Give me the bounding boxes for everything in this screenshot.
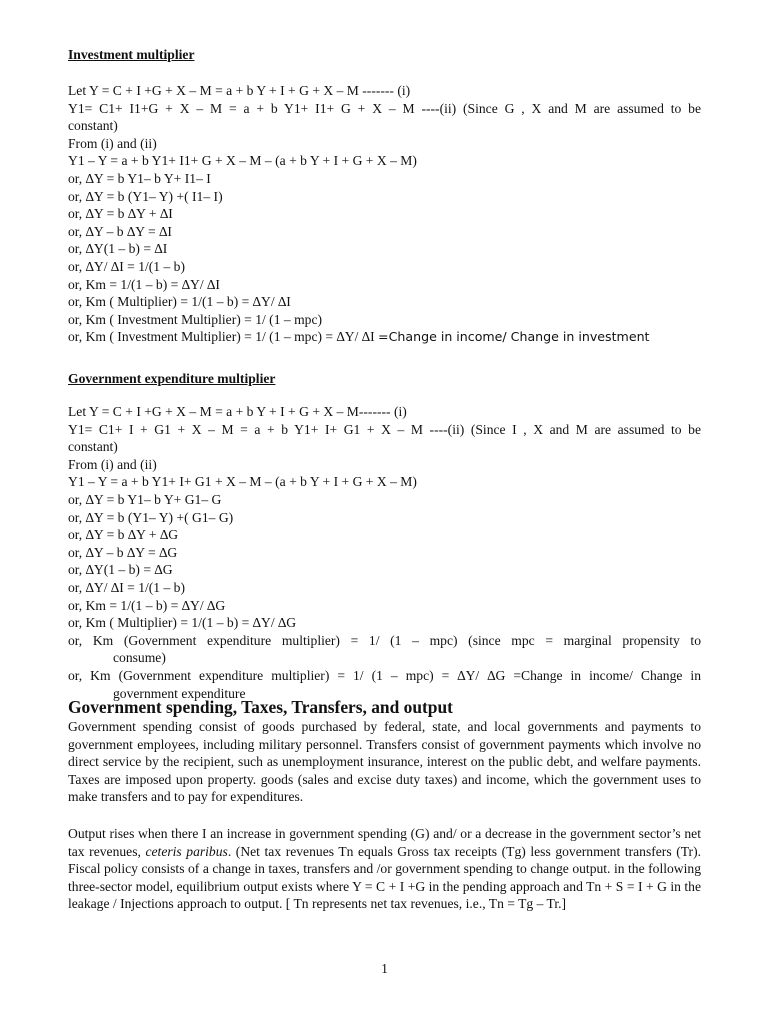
equation-line: Let Y = C + I +G + X – M = a + b Y + I + G + X – M ------- (i)	[68, 83, 411, 98]
equation-line: or, Km (Government expenditure multiplier) = 1/ (1 – mpc) (since mpc = marginal propensity to	[68, 632, 701, 648]
equation-tail: =Change in income/ Change in investment	[378, 329, 650, 345]
equation-line: or, ∆Y(1 – b) = ∆I	[68, 241, 168, 257]
investment-derivation	[68, 82, 701, 346]
equation-line: or, ∆Y – b ∆Y = ∆I	[68, 223, 172, 239]
equation-line: or, ∆Y = b ∆Y + ∆G	[68, 527, 179, 543]
equation-line: or, Km ( Multiplier) = 1/(1 – b) = ∆Y/ ∆G	[68, 615, 297, 631]
equation-line: or, ∆Y = b Y1– b Y+ G1– G	[68, 491, 222, 507]
equation-line: or, Km = 1/(1 – b) = ∆Y/ ∆I	[68, 276, 220, 292]
equation-line: From (i) and (ii)	[68, 135, 157, 151]
equation-line: Y1 – Y = a + b Y1+ I1+ G + X – M – (a + b Y + I + G + X – M)	[68, 153, 417, 169]
page-number: 1	[381, 961, 388, 976]
government-multiplier-title: Government expenditure multiplier	[68, 371, 276, 386]
equation-line: or, ∆Y(1 – b) = ∆G	[68, 562, 173, 578]
investment-multiplier-title: Investment multiplier	[68, 47, 195, 62]
equation-head: or, Km ( Investment Multiplier) = 1/ (1 – mpc) = ∆Y/ ∆I	[68, 329, 379, 345]
paragraph-italic-text: ceteris paribus	[145, 843, 228, 859]
equation-line: or, Km ( Investment Multiplier) = 1/ (1 – mpc)	[68, 311, 323, 327]
equation-line: or, Km ( Multiplier) = 1/(1 – b) = ∆Y/ ∆I	[68, 294, 291, 310]
equation-line: or, ∆Y = b (Y1– Y) +( G1– G)	[68, 509, 234, 525]
equation-line: or, ∆Y = b (Y1– Y) +( I1– I)	[68, 188, 223, 204]
equation-line: Y1= C1+ I + G1 + X – M = a + b Y1+ I+ G1 + X – M ----(ii) (Since I , X and M are assumed to be	[68, 421, 701, 437]
spending-paragraph-2	[68, 825, 701, 913]
equation-line: or, ∆Y = b Y1– b Y+ I1– I	[68, 170, 211, 186]
equation-line: Y1= C1+ I1+G + X – M = a + b Y1+ I1+ G + X – M ----(ii) (Since G , X and M are assumed to be	[68, 100, 701, 116]
equation-line: or, ∆Y/ ∆I = 1/(1 – b)	[68, 579, 186, 595]
equation-line: or, ∆Y = b ∆Y + ∆I	[68, 206, 173, 222]
equation-line: or, Km = 1/(1 – b) = ∆Y/ ∆G	[68, 597, 226, 613]
equation-line: or, Km (Government expenditure multiplier) = 1/ (1 – mpc) = ∆Y/ ∆G =Change in income/ Change in	[68, 667, 701, 683]
equation-line: or, ∆Y – b ∆Y = ∆G	[68, 544, 178, 560]
equation-line-final	[68, 328, 701, 346]
spending-heading: Government spending, Taxes, Transfers, and output	[68, 697, 453, 717]
paragraph-text: . (Net tax revenues Tn equals Gross tax receipts (Tg) less government transfers (Tr). Fiscal policy consists of a change in taxes, transfers and /or government spending to change output. in the following three-sector model, equilibrium output exists where Y = C + I +G in the pending approach and Tn + S = I + G in the leakage / Injections approach to output. [ Tn represents net tax revenues, i.e., Tn = Tg – Tr.]	[68, 843, 701, 912]
equation-line: consume)	[113, 650, 166, 666]
document-page	[68, 0, 701, 1024]
equation-line: From (i) and (ii)	[68, 456, 157, 472]
equation-line: government expenditure	[113, 685, 246, 701]
equation-line: Let Y = C + I +G + X – M = a + b Y + I + G + X – M------- (i)	[68, 404, 407, 419]
equation-line: constant)	[68, 439, 118, 455]
government-derivation	[68, 403, 701, 702]
equation-line: Y1 – Y = a + b Y1+ I+ G1 + X – M – (a + b Y + I + G + X – M)	[68, 474, 417, 490]
paragraph-text: Output rises when there I an increase in government spending (G) and/ or a decrease in the government sector’s net tax revenues,	[68, 826, 701, 859]
spending-paragraph-1: Government spending consist of goods purchased by federal, state, and local governments and payments to government employees, including military personnel. Transfers consist of government payments which involve no direct service by the recipient, such as unemployment insurance, interest on the public debt, and welfare payments. Taxes are imposed upon property. goods (sales and excise duty taxes) and income, which the government uses to make transfers and to pay for expenditures.	[68, 719, 701, 805]
equation-line: constant)	[68, 118, 118, 134]
equation-line: or, ∆Y/ ∆I = 1/(1 – b)	[68, 258, 186, 274]
